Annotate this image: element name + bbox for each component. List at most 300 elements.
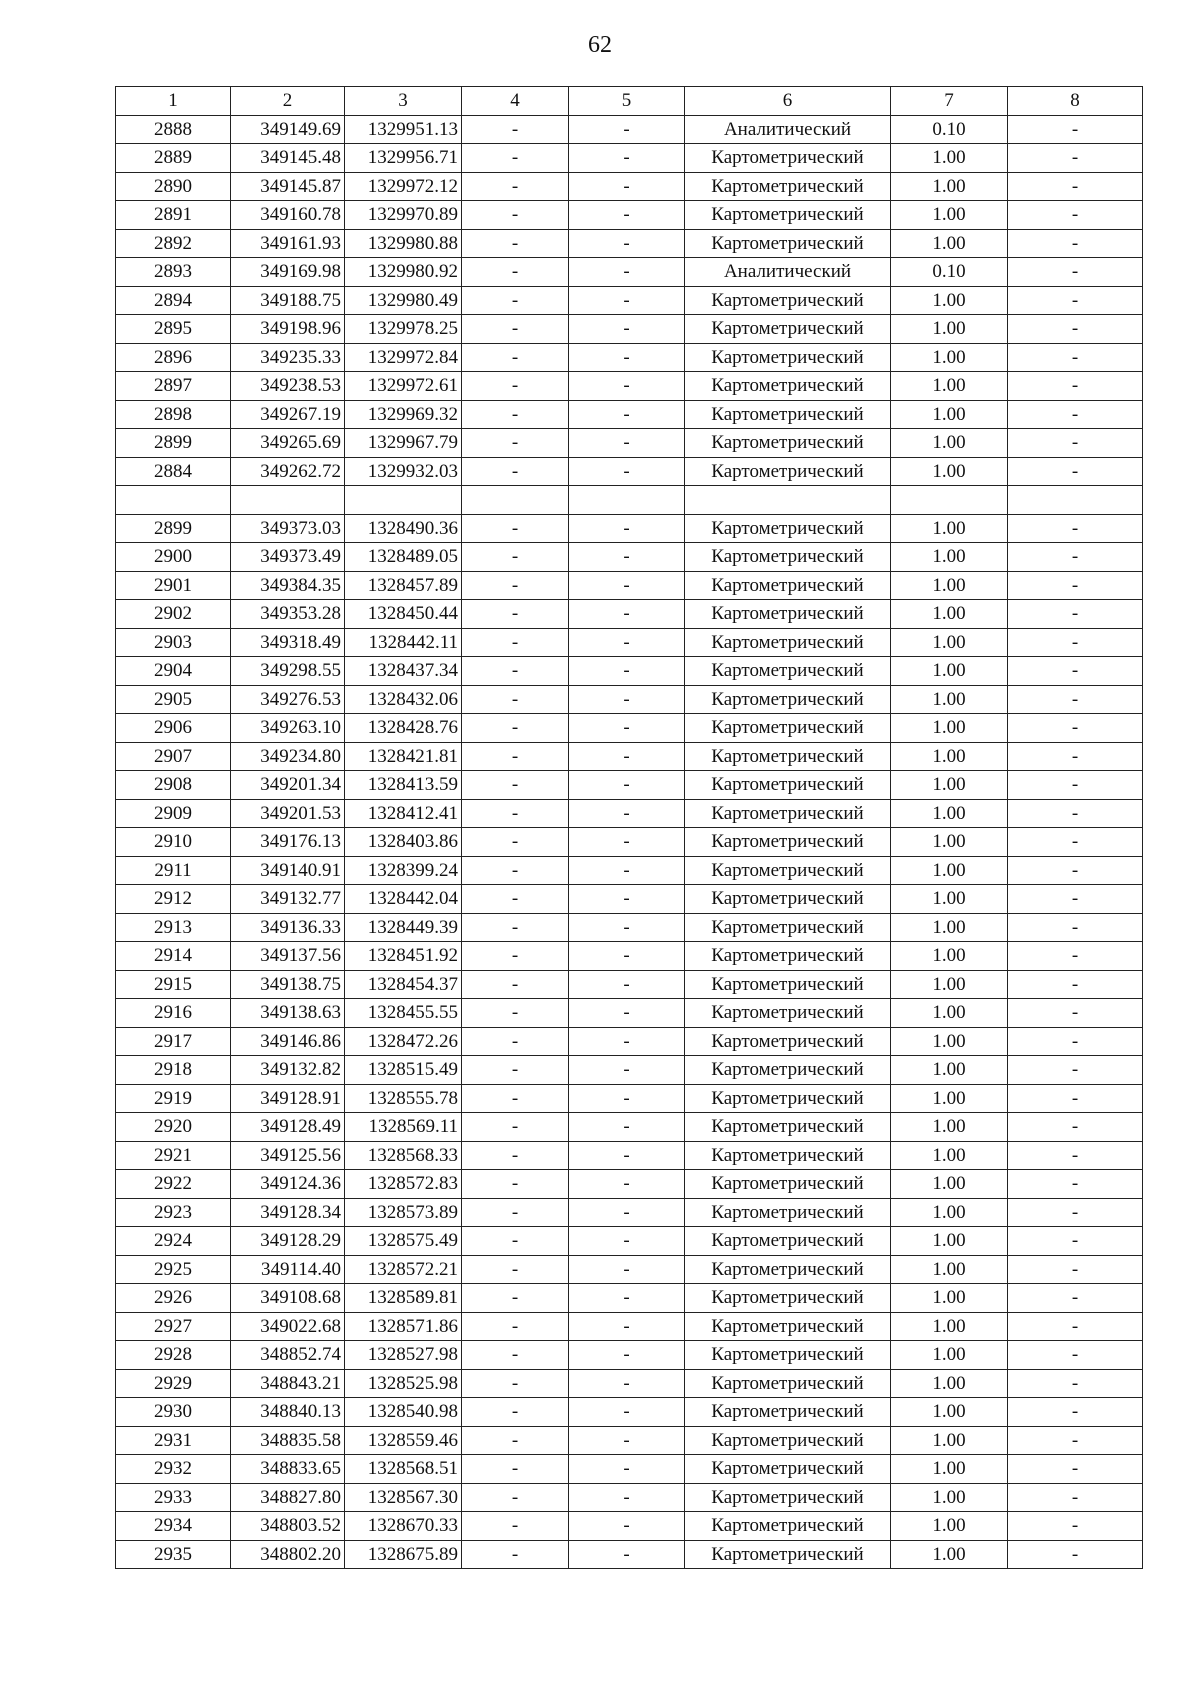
coord-y-cell: 1328454.37 bbox=[345, 970, 462, 999]
col-8-cell: - bbox=[1008, 1312, 1143, 1341]
col-5-cell: - bbox=[569, 172, 685, 201]
coord-x-cell: 349132.77 bbox=[231, 885, 345, 914]
method-cell: Картометрический bbox=[685, 1426, 891, 1455]
coord-y-cell: 1328449.39 bbox=[345, 913, 462, 942]
coord-y-cell: 1328450.44 bbox=[345, 600, 462, 629]
accuracy-cell: 1.00 bbox=[891, 1540, 1008, 1569]
point-number-cell: 2931 bbox=[116, 1426, 231, 1455]
coord-x-cell: 349140.91 bbox=[231, 856, 345, 885]
method-cell: Картометрический bbox=[685, 1398, 891, 1427]
coord-x-cell: 349146.86 bbox=[231, 1027, 345, 1056]
header-cell-6: 6 bbox=[685, 87, 891, 116]
method-cell: Картометрический bbox=[685, 1170, 891, 1199]
col-5-cell: - bbox=[569, 1027, 685, 1056]
point-number-cell: 2916 bbox=[116, 999, 231, 1028]
point-number-cell: 2897 bbox=[116, 372, 231, 401]
point-number-cell: 2932 bbox=[116, 1455, 231, 1484]
coord-y-cell: 1328412.41 bbox=[345, 799, 462, 828]
method-cell: Картометрический bbox=[685, 172, 891, 201]
table-row bbox=[116, 1426, 1143, 1455]
col-4-cell: - bbox=[462, 1341, 569, 1370]
coord-x-cell: 349384.35 bbox=[231, 571, 345, 600]
method-cell: Картометрический bbox=[685, 144, 891, 173]
point-number-cell: 2912 bbox=[116, 885, 231, 914]
table-row bbox=[116, 1198, 1143, 1227]
col-4-cell: - bbox=[462, 600, 569, 629]
coord-x-cell: 349136.33 bbox=[231, 913, 345, 942]
accuracy-cell: 1.00 bbox=[891, 1170, 1008, 1199]
empty-cell bbox=[345, 486, 462, 515]
coord-x-cell: 349188.75 bbox=[231, 286, 345, 315]
table-row bbox=[116, 799, 1143, 828]
method-cell: Картометрический bbox=[685, 913, 891, 942]
coord-y-cell: 1328455.55 bbox=[345, 999, 462, 1028]
method-cell: Картометрический bbox=[685, 771, 891, 800]
table-row bbox=[116, 1255, 1143, 1284]
coord-y-cell: 1329978.25 bbox=[345, 315, 462, 344]
coord-y-cell: 1328403.86 bbox=[345, 828, 462, 857]
coord-y-cell: 1328490.36 bbox=[345, 514, 462, 543]
col-8-cell: - bbox=[1008, 799, 1143, 828]
coord-x-cell: 348802.20 bbox=[231, 1540, 345, 1569]
coord-y-cell: 1328569.11 bbox=[345, 1113, 462, 1142]
table-row bbox=[116, 742, 1143, 771]
coord-y-cell: 1328432.06 bbox=[345, 685, 462, 714]
col-4-cell: - bbox=[462, 543, 569, 572]
coord-y-cell: 1328489.05 bbox=[345, 543, 462, 572]
accuracy-cell: 1.00 bbox=[891, 457, 1008, 486]
col-5-cell: - bbox=[569, 315, 685, 344]
method-cell: Картометрический bbox=[685, 856, 891, 885]
table-row bbox=[116, 1056, 1143, 1085]
col-8-cell: - bbox=[1008, 856, 1143, 885]
coord-x-cell: 349124.36 bbox=[231, 1170, 345, 1199]
point-number-cell: 2914 bbox=[116, 942, 231, 971]
col-5-cell: - bbox=[569, 571, 685, 600]
col-5-cell: - bbox=[569, 657, 685, 686]
col-4-cell: - bbox=[462, 286, 569, 315]
accuracy-cell: 1.00 bbox=[891, 372, 1008, 401]
table-row bbox=[116, 400, 1143, 429]
coord-y-cell: 1328571.86 bbox=[345, 1312, 462, 1341]
accuracy-cell: 1.00 bbox=[891, 942, 1008, 971]
col-8-cell: - bbox=[1008, 771, 1143, 800]
section-separator-row bbox=[116, 486, 1143, 515]
coord-x-cell: 349262.72 bbox=[231, 457, 345, 486]
accuracy-cell: 1.00 bbox=[891, 1113, 1008, 1142]
point-number-cell: 2911 bbox=[116, 856, 231, 885]
table-row bbox=[116, 286, 1143, 315]
col-5-cell: - bbox=[569, 942, 685, 971]
table-row bbox=[116, 657, 1143, 686]
method-cell: Картометрический bbox=[685, 1284, 891, 1313]
coord-y-cell: 1328421.81 bbox=[345, 742, 462, 771]
method-cell: Картометрический bbox=[685, 685, 891, 714]
table-row bbox=[116, 429, 1143, 458]
point-number-cell: 2895 bbox=[116, 315, 231, 344]
empty-cell bbox=[569, 486, 685, 515]
point-number-cell: 2904 bbox=[116, 657, 231, 686]
col-5-cell: - bbox=[569, 1198, 685, 1227]
col-5-cell: - bbox=[569, 970, 685, 999]
table-row bbox=[116, 714, 1143, 743]
method-cell: Картометрический bbox=[685, 1483, 891, 1512]
header-cell-8: 8 bbox=[1008, 87, 1143, 116]
point-number-cell: 2935 bbox=[116, 1540, 231, 1569]
method-cell: Картометрический bbox=[685, 201, 891, 230]
empty-cell bbox=[231, 486, 345, 515]
method-cell: Картометрический bbox=[685, 457, 891, 486]
table-row bbox=[116, 685, 1143, 714]
col-4-cell: - bbox=[462, 1198, 569, 1227]
coord-x-cell: 349022.68 bbox=[231, 1312, 345, 1341]
coord-y-cell: 1329972.84 bbox=[345, 343, 462, 372]
col-4-cell: - bbox=[462, 799, 569, 828]
method-cell: Картометрический bbox=[685, 1227, 891, 1256]
coord-x-cell: 349276.53 bbox=[231, 685, 345, 714]
accuracy-cell: 1.00 bbox=[891, 1455, 1008, 1484]
col-5-cell: - bbox=[569, 115, 685, 144]
col-5-cell: - bbox=[569, 372, 685, 401]
header-cell-7: 7 bbox=[891, 87, 1008, 116]
coord-x-cell: 349138.75 bbox=[231, 970, 345, 999]
col-4-cell: - bbox=[462, 457, 569, 486]
col-8-cell: - bbox=[1008, 315, 1143, 344]
accuracy-cell: 1.00 bbox=[891, 828, 1008, 857]
col-5-cell: - bbox=[569, 1056, 685, 1085]
coord-y-cell: 1329956.71 bbox=[345, 144, 462, 173]
coord-x-cell: 349128.34 bbox=[231, 1198, 345, 1227]
col-8-cell: - bbox=[1008, 1198, 1143, 1227]
table-row bbox=[116, 1540, 1143, 1569]
coord-x-cell: 349176.13 bbox=[231, 828, 345, 857]
col-5-cell: - bbox=[569, 429, 685, 458]
col-4-cell: - bbox=[462, 400, 569, 429]
col-5-cell: - bbox=[569, 714, 685, 743]
coord-y-cell: 1328399.24 bbox=[345, 856, 462, 885]
col-8-cell: - bbox=[1008, 913, 1143, 942]
coord-x-cell: 348843.21 bbox=[231, 1369, 345, 1398]
coord-x-cell: 348803.52 bbox=[231, 1512, 345, 1541]
col-4-cell: - bbox=[462, 942, 569, 971]
point-number-cell: 2927 bbox=[116, 1312, 231, 1341]
col-5-cell: - bbox=[569, 400, 685, 429]
coord-x-cell: 349132.82 bbox=[231, 1056, 345, 1085]
point-number-cell: 2907 bbox=[116, 742, 231, 771]
col-5-cell: - bbox=[569, 543, 685, 572]
method-cell: Картометрический bbox=[685, 1056, 891, 1085]
point-number-cell: 2924 bbox=[116, 1227, 231, 1256]
col-8-cell: - bbox=[1008, 343, 1143, 372]
col-8-cell: - bbox=[1008, 258, 1143, 287]
method-cell: Картометрический bbox=[685, 1255, 891, 1284]
coord-x-cell: 349318.49 bbox=[231, 628, 345, 657]
col-4-cell: - bbox=[462, 970, 569, 999]
accuracy-cell: 1.00 bbox=[891, 657, 1008, 686]
col-5-cell: - bbox=[569, 1426, 685, 1455]
coord-y-cell: 1328568.51 bbox=[345, 1455, 462, 1484]
accuracy-cell: 1.00 bbox=[891, 229, 1008, 258]
point-number-cell: 2925 bbox=[116, 1255, 231, 1284]
col-8-cell: - bbox=[1008, 1141, 1143, 1170]
table-row bbox=[116, 1398, 1143, 1427]
coord-x-cell: 349160.78 bbox=[231, 201, 345, 230]
point-number-cell: 2922 bbox=[116, 1170, 231, 1199]
coord-x-cell: 349267.19 bbox=[231, 400, 345, 429]
method-cell: Картометрический bbox=[685, 714, 891, 743]
coord-y-cell: 1328555.78 bbox=[345, 1084, 462, 1113]
coord-x-cell: 349238.53 bbox=[231, 372, 345, 401]
point-number-cell: 2889 bbox=[116, 144, 231, 173]
accuracy-cell: 1.00 bbox=[891, 1056, 1008, 1085]
point-number-cell: 2892 bbox=[116, 229, 231, 258]
col-4-cell: - bbox=[462, 828, 569, 857]
coord-y-cell: 1328670.33 bbox=[345, 1512, 462, 1541]
method-cell: Картометрический bbox=[685, 315, 891, 344]
col-8-cell: - bbox=[1008, 742, 1143, 771]
point-number-cell: 2919 bbox=[116, 1084, 231, 1113]
method-cell: Картометрический bbox=[685, 600, 891, 629]
col-8-cell: - bbox=[1008, 1455, 1143, 1484]
col-8-cell: - bbox=[1008, 457, 1143, 486]
accuracy-cell: 1.00 bbox=[891, 543, 1008, 572]
accuracy-cell: 1.00 bbox=[891, 429, 1008, 458]
accuracy-cell: 1.00 bbox=[891, 1027, 1008, 1056]
coord-x-cell: 349128.29 bbox=[231, 1227, 345, 1256]
col-4-cell: - bbox=[462, 1483, 569, 1512]
col-4-cell: - bbox=[462, 1255, 569, 1284]
point-number-cell: 2926 bbox=[116, 1284, 231, 1313]
coord-y-cell: 1329932.03 bbox=[345, 457, 462, 486]
col-4-cell: - bbox=[462, 685, 569, 714]
coord-y-cell: 1328525.98 bbox=[345, 1369, 462, 1398]
col-4-cell: - bbox=[462, 1512, 569, 1541]
coord-y-cell: 1329970.89 bbox=[345, 201, 462, 230]
coord-y-cell: 1328575.49 bbox=[345, 1227, 462, 1256]
col-5-cell: - bbox=[569, 1284, 685, 1313]
col-4-cell: - bbox=[462, 1312, 569, 1341]
table-row bbox=[116, 942, 1143, 971]
coord-x-cell: 349201.34 bbox=[231, 771, 345, 800]
method-cell: Картометрический bbox=[685, 372, 891, 401]
col-4-cell: - bbox=[462, 1113, 569, 1142]
col-5-cell: - bbox=[569, 828, 685, 857]
empty-cell bbox=[685, 486, 891, 515]
table-row bbox=[116, 543, 1143, 572]
col-4-cell: - bbox=[462, 172, 569, 201]
method-cell: Картометрический bbox=[685, 828, 891, 857]
point-number-cell: 2920 bbox=[116, 1113, 231, 1142]
method-cell: Картометрический bbox=[685, 1540, 891, 1569]
col-8-cell: - bbox=[1008, 229, 1143, 258]
col-4-cell: - bbox=[462, 144, 569, 173]
col-4-cell: - bbox=[462, 372, 569, 401]
col-4-cell: - bbox=[462, 315, 569, 344]
col-4-cell: - bbox=[462, 1426, 569, 1455]
col-8-cell: - bbox=[1008, 1512, 1143, 1541]
col-8-cell: - bbox=[1008, 885, 1143, 914]
col-4-cell: - bbox=[462, 1540, 569, 1569]
col-5-cell: - bbox=[569, 1369, 685, 1398]
point-number-cell: 2899 bbox=[116, 429, 231, 458]
method-cell: Картометрический bbox=[685, 1369, 891, 1398]
col-4-cell: - bbox=[462, 1084, 569, 1113]
accuracy-cell: 1.00 bbox=[891, 1398, 1008, 1427]
coord-y-cell: 1328428.76 bbox=[345, 714, 462, 743]
coord-x-cell: 349128.91 bbox=[231, 1084, 345, 1113]
table-row bbox=[116, 856, 1143, 885]
coord-x-cell: 349128.49 bbox=[231, 1113, 345, 1142]
col-4-cell: - bbox=[462, 571, 569, 600]
table-row bbox=[116, 885, 1143, 914]
method-cell: Картометрический bbox=[685, 799, 891, 828]
empty-cell bbox=[891, 486, 1008, 515]
col-8-cell: - bbox=[1008, 657, 1143, 686]
col-4-cell: - bbox=[462, 999, 569, 1028]
point-number-cell: 2900 bbox=[116, 543, 231, 572]
method-cell: Картометрический bbox=[685, 400, 891, 429]
table-row bbox=[116, 1027, 1143, 1056]
coord-y-cell: 1328451.92 bbox=[345, 942, 462, 971]
accuracy-cell: 1.00 bbox=[891, 1483, 1008, 1512]
col-8-cell: - bbox=[1008, 1369, 1143, 1398]
header-cell-3: 3 bbox=[345, 87, 462, 116]
point-number-cell: 2891 bbox=[116, 201, 231, 230]
coord-x-cell: 348852.74 bbox=[231, 1341, 345, 1370]
coord-y-cell: 1328540.98 bbox=[345, 1398, 462, 1427]
point-number-cell: 2910 bbox=[116, 828, 231, 857]
header-row bbox=[116, 87, 1143, 116]
table-row bbox=[116, 1483, 1143, 1512]
coord-y-cell: 1328472.26 bbox=[345, 1027, 462, 1056]
accuracy-cell: 1.00 bbox=[891, 1084, 1008, 1113]
point-number-cell: 2929 bbox=[116, 1369, 231, 1398]
col-5-cell: - bbox=[569, 343, 685, 372]
table-row bbox=[116, 1170, 1143, 1199]
col-8-cell: - bbox=[1008, 115, 1143, 144]
coord-x-cell: 349169.98 bbox=[231, 258, 345, 287]
accuracy-cell: 1.00 bbox=[891, 1255, 1008, 1284]
col-8-cell: - bbox=[1008, 1483, 1143, 1512]
coord-y-cell: 1328457.89 bbox=[345, 571, 462, 600]
accuracy-cell: 1.00 bbox=[891, 315, 1008, 344]
col-5-cell: - bbox=[569, 1312, 685, 1341]
method-cell: Картометрический bbox=[685, 628, 891, 657]
coord-x-cell: 349298.55 bbox=[231, 657, 345, 686]
method-cell: Картометрический bbox=[685, 1312, 891, 1341]
col-4-cell: - bbox=[462, 514, 569, 543]
accuracy-cell: 1.00 bbox=[891, 286, 1008, 315]
accuracy-cell: 1.00 bbox=[891, 1198, 1008, 1227]
point-number-cell: 2933 bbox=[116, 1483, 231, 1512]
method-cell: Картометрический bbox=[685, 1084, 891, 1113]
coord-y-cell: 1329980.49 bbox=[345, 286, 462, 315]
method-cell: Аналитический bbox=[685, 115, 891, 144]
col-8-cell: - bbox=[1008, 1113, 1143, 1142]
coord-x-cell: 349263.10 bbox=[231, 714, 345, 743]
coord-y-cell: 1328572.83 bbox=[345, 1170, 462, 1199]
col-8-cell: - bbox=[1008, 970, 1143, 999]
table-row bbox=[116, 1113, 1143, 1142]
table-row bbox=[116, 315, 1143, 344]
col-4-cell: - bbox=[462, 771, 569, 800]
coord-y-cell: 1329980.88 bbox=[345, 229, 462, 258]
accuracy-cell: 1.00 bbox=[891, 714, 1008, 743]
col-4-cell: - bbox=[462, 742, 569, 771]
point-number-cell: 2894 bbox=[116, 286, 231, 315]
method-cell: Картометрический bbox=[685, 1198, 891, 1227]
method-cell: Картометрический bbox=[685, 999, 891, 1028]
table-row bbox=[116, 999, 1143, 1028]
col-8-cell: - bbox=[1008, 1341, 1143, 1370]
accuracy-cell: 1.00 bbox=[891, 628, 1008, 657]
col-5-cell: - bbox=[569, 286, 685, 315]
coord-y-cell: 1328675.89 bbox=[345, 1540, 462, 1569]
method-cell: Картометрический bbox=[685, 543, 891, 572]
point-number-cell: 2917 bbox=[116, 1027, 231, 1056]
table-row bbox=[116, 201, 1143, 230]
col-8-cell: - bbox=[1008, 1255, 1143, 1284]
col-4-cell: - bbox=[462, 1056, 569, 1085]
col-5-cell: - bbox=[569, 1341, 685, 1370]
page-number: 62 bbox=[588, 32, 612, 58]
table-row bbox=[116, 970, 1143, 999]
col-5-cell: - bbox=[569, 1483, 685, 1512]
point-number-cell: 2902 bbox=[116, 600, 231, 629]
table-row bbox=[116, 1312, 1143, 1341]
col-5-cell: - bbox=[569, 771, 685, 800]
col-8-cell: - bbox=[1008, 372, 1143, 401]
table-row bbox=[116, 343, 1143, 372]
coord-x-cell: 348835.58 bbox=[231, 1426, 345, 1455]
coord-y-cell: 1328413.59 bbox=[345, 771, 462, 800]
col-8-cell: - bbox=[1008, 1284, 1143, 1313]
col-8-cell: - bbox=[1008, 628, 1143, 657]
accuracy-cell: 1.00 bbox=[891, 1341, 1008, 1370]
coord-x-cell: 349137.56 bbox=[231, 942, 345, 971]
method-cell: Картометрический bbox=[685, 571, 891, 600]
accuracy-cell: 0.10 bbox=[891, 115, 1008, 144]
coord-y-cell: 1328515.49 bbox=[345, 1056, 462, 1085]
col-5-cell: - bbox=[569, 628, 685, 657]
col-8-cell: - bbox=[1008, 600, 1143, 629]
coord-x-cell: 349373.03 bbox=[231, 514, 345, 543]
col-8-cell: - bbox=[1008, 1398, 1143, 1427]
col-8-cell: - bbox=[1008, 514, 1143, 543]
accuracy-cell: 1.00 bbox=[891, 571, 1008, 600]
coord-y-cell: 1329972.12 bbox=[345, 172, 462, 201]
point-number-cell: 2896 bbox=[116, 343, 231, 372]
coord-x-cell: 348840.13 bbox=[231, 1398, 345, 1427]
coord-y-cell: 1328568.33 bbox=[345, 1141, 462, 1170]
coord-y-cell: 1329951.13 bbox=[345, 115, 462, 144]
col-4-cell: - bbox=[462, 1170, 569, 1199]
table-row bbox=[116, 1369, 1143, 1398]
coord-y-cell: 1328442.04 bbox=[345, 885, 462, 914]
col-5-cell: - bbox=[569, 1170, 685, 1199]
coord-y-cell: 1328572.21 bbox=[345, 1255, 462, 1284]
point-number-cell: 2884 bbox=[116, 457, 231, 486]
point-number-cell: 2906 bbox=[116, 714, 231, 743]
accuracy-cell: 1.00 bbox=[891, 1426, 1008, 1455]
accuracy-cell: 1.00 bbox=[891, 685, 1008, 714]
table-row bbox=[116, 828, 1143, 857]
table-row bbox=[116, 372, 1143, 401]
method-cell: Картометрический bbox=[685, 742, 891, 771]
point-number-cell: 2901 bbox=[116, 571, 231, 600]
coord-y-cell: 1328573.89 bbox=[345, 1198, 462, 1227]
point-number-cell: 2899 bbox=[116, 514, 231, 543]
